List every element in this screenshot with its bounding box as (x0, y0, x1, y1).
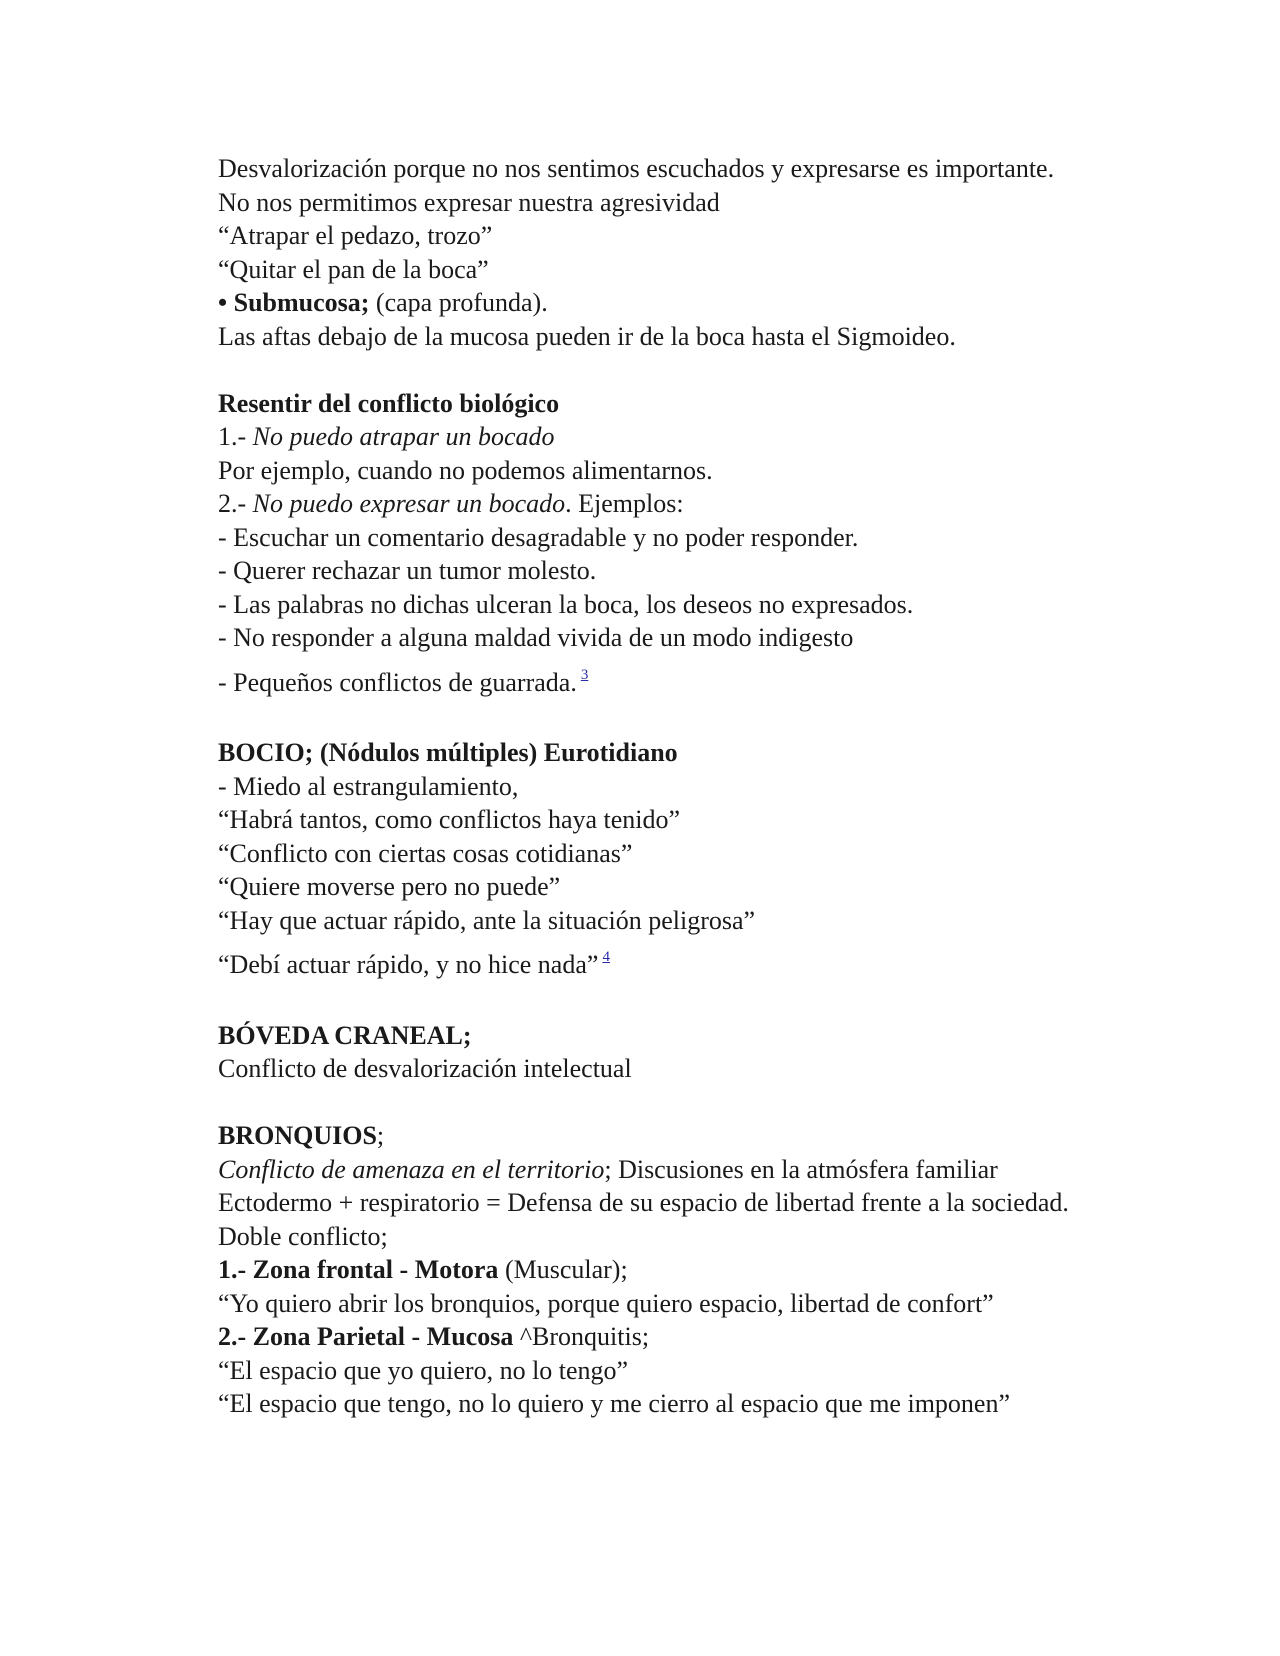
zona-1-detail: (Muscular); (498, 1255, 628, 1284)
zona-1-quote: “Yo quiero abrir los bronquios, porque quiero espacio, libertad de confort” (218, 1288, 994, 1318)
dash-item-5 (160, 655, 1120, 703)
item-2-number: 2.- (218, 489, 253, 518)
dash-item-2: - Querer rechazar un tumor molesto. (218, 556, 597, 585)
item-1 (160, 420, 1120, 454)
item-2-text: No puedo expresar un bocado (252, 489, 566, 518)
line-submucosa (160, 286, 1120, 320)
item-2 (160, 487, 1120, 521)
conflicto-amenaza-text: Conflicto de amenaza en el territorio (218, 1154, 605, 1184)
zona-2-quote-2: “El espacio que tengo, no lo quiero y me cierro al espacio que me imponen” (218, 1389, 1010, 1418)
bocio-line-6-text: “Debí actuar rápido, y no hice nada” (218, 950, 599, 979)
bronquios-semicolon: ; (376, 1121, 385, 1150)
footnote-link-3[interactable]: 3 (580, 666, 589, 683)
dash-item-1: - Escuchar un comentario desagradable y no poder responder. (218, 522, 859, 552)
item-2-rest: . Ejemplos: (565, 489, 684, 518)
line-conflicto-amenaza (160, 1153, 1120, 1187)
heading-resentir: Resentir del conflicto biológico (218, 388, 560, 418)
zona-1-label: 1.- Zona frontal - Motora (218, 1255, 499, 1284)
dash-item-5-text: - Pequeños conflictos de guarrada. (218, 667, 577, 697)
line-ejemplo: Por ejemplo, cuando no podemos alimentarnos. (218, 455, 713, 485)
dash-item-4: - No responder a alguna maldad vivida de un modo indigesto (218, 623, 854, 652)
bocio-line-4: “Quiere moverse pero no puede” (218, 872, 561, 901)
bocio-line-5: “Hay que actuar rápido, ante la situación peligrosa” (218, 905, 756, 935)
quote-atrapar: “Atrapar el pedazo, trozo” (218, 221, 493, 250)
heading-bocio: BOCIO; (Nódulos múltiples) Eurotidiano (218, 738, 678, 767)
line-doble-conflicto: Doble conflicto; (218, 1221, 388, 1251)
zona-2-detail: ^Bronquitis; (513, 1322, 650, 1351)
spacer (160, 703, 1120, 737)
paragraph-desvalorizacion: Desvalorización porque no nos sentimos escuchados y expresarse es importante. (218, 154, 1055, 183)
item-1-number: 1.- (218, 422, 253, 451)
bocio-line-1: - Miedo al estrangulamiento, (218, 771, 519, 801)
spacer (160, 985, 1120, 1019)
boveda-line-1: Conflicto de desvalorización intelectual (218, 1054, 632, 1083)
line-aftas: Las aftas debajo de la mucosa pueden ir de la boca hasta el Sigmoideo. (218, 321, 956, 351)
bocio-line-2: “Habrá tantos, como conflictos haya tenido” (218, 805, 681, 834)
heading-bronquios (160, 1119, 1120, 1153)
footnote-link-4[interactable]: 4 (602, 949, 610, 965)
submucosa-detail: (capa profunda). (369, 288, 548, 317)
zona-1 (160, 1253, 1120, 1287)
zona-2 (160, 1320, 1120, 1354)
submucosa-label: • Submucosa; (218, 288, 370, 317)
bronquios-title: BRONQUIOS (218, 1121, 377, 1150)
quote-quitar: “Quitar el pan de la boca” (218, 254, 489, 284)
spacer (160, 1086, 1120, 1120)
conflicto-amenaza-rest: ; Discusiones en la atmósfera familiar (604, 1154, 998, 1184)
document-page (160, 152, 1120, 1421)
item-1-text: No puedo atrapar un bocado (252, 422, 555, 451)
zona-2-quote-1: “El espacio que yo quiero, no lo tengo” (218, 1355, 629, 1385)
heading-boveda: BÓVEDA CRANEAL; (218, 1020, 472, 1050)
spacer (160, 353, 1120, 387)
bocio-line-3: “Conflicto con ciertas cosas cotidianas” (218, 838, 633, 868)
line-no-permitimos: No nos permitimos expresar nuestra agresividad (218, 187, 720, 217)
zona-2-label: 2.- Zona Parietal - Mucosa (218, 1322, 514, 1351)
bocio-line-6 (160, 937, 1120, 985)
dash-item-3: - Las palabras no dichas ulceran la boca, los deseos no expresados. (218, 589, 914, 619)
paragraph-ectodermo: Ectodermo + respiratorio = Defensa de su espacio de libertad frente a la sociedad. (218, 1188, 1069, 1217)
